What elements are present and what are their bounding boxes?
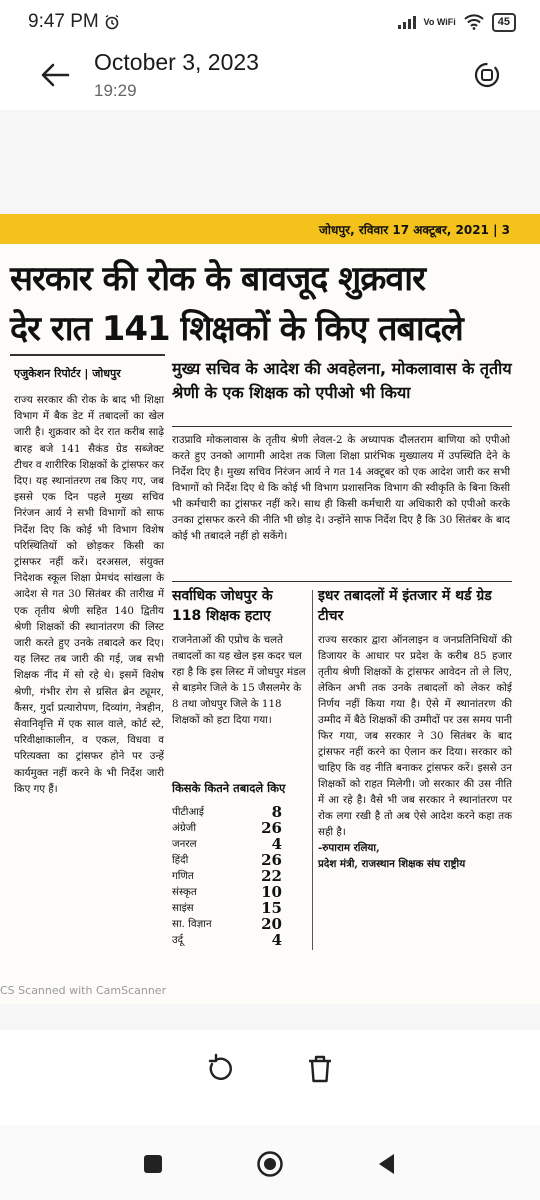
table-row: साइंस 15: [172, 899, 282, 917]
bottom-action-bar: [0, 1030, 540, 1125]
scanner-watermark: CS Scanned with CamScanner: [0, 984, 167, 997]
status-time-group: [28, 11, 120, 33]
col3-text: राजनेताओं की एप्रोच के चलते तबादलों का यह खेल इस कदर चल रहा है कि इस लिस्ट में जोधपुर मंडल से बाड़मेर जिले के 15 जैसलमेर के 8 तथा जोधपुर जिले के 118 शिक्षकों को हटा दिया गया।: [172, 634, 306, 726]
table-row: गणित 22: [172, 867, 282, 885]
status-icons: [398, 13, 517, 32]
table-row: जनरल 4: [172, 835, 282, 853]
col3-heading: सर्वाधिक जोधपुर के 118 शिक्षक हटाए: [172, 588, 273, 624]
table-row: उर्दू 4: [172, 931, 282, 949]
table-row: हिंदी 26: [172, 851, 282, 869]
battery-icon: 45: [492, 13, 516, 32]
headline-line-1: सरकार की रोक के बावजूद शुक्रवार: [10, 259, 426, 299]
app-bar: [0, 44, 540, 110]
newspaper-scan: [0, 214, 540, 1004]
home-circle-icon[interactable]: [255, 1149, 285, 1179]
signature-title: प्रदेश मंत्री, राजस्थान शिक्षक संघ राष्ट्रीय: [318, 858, 466, 870]
table-row: संस्कृत 10: [172, 883, 282, 901]
table-row: अंग्रेजी 26: [172, 819, 282, 837]
lead-paragraph: राउप्रावि मोकलावास के तृतीय श्रेणी लेवल-2 के अध्यापक दौलतराम बाणिया को एपीओ करते हुए उनको आगामी आदेश तक जिला शिक्षा प्रारंभिक मुख्यालय में उपस्थिति देने के निर्देश दिए है। मुख्य सचिव निरंजन आर्य ने गत 14 अक्टूबर को एक आदेश जारी कर सभी विभागों को निर्देश दिए थे कि कोई भी विभाग प्रशासनिक विभाग की स्वीकृति के बिना किसी भी कर्मचारी का ट्रांसफर नहीं करे। साथ ही किसी कर्मचारी या अधिकारी को एपीओ करके उनका ट्रांसफर करने की नीति भी छोड़ दे। उन्होंने साफ निर्देश दिए है कि 30 सितंबर के बाद कोई भी तबादले नहीं हो सकेंगे।: [172, 434, 510, 542]
transfer-table: [172, 804, 282, 948]
back-arrow-icon[interactable]: [38, 58, 72, 92]
vowifi-label: Vo WiFi: [423, 16, 456, 27]
back-triangle-icon[interactable]: [372, 1149, 402, 1179]
recents-square-icon[interactable]: [138, 1149, 168, 1179]
byline: एजुकेशन रिपोर्टर | जोधपुर: [14, 367, 121, 380]
header-band: [0, 214, 540, 244]
table-heading: किसके कितने तबादले किए: [172, 781, 286, 795]
status-time: 9:47 PM: [28, 11, 99, 32]
headline-rule: [10, 354, 165, 356]
alarm-icon: [104, 14, 120, 30]
wifi-icon: [464, 14, 484, 30]
col4-text: [318, 632, 512, 872]
subhead: मुख्य सचिव के आदेश की अवहेलना, मोकलावास के तृतीय श्रेणी के एक शिक्षक को एपीओ भी किया: [172, 359, 512, 402]
subhead-rule: [172, 426, 512, 427]
col4-body: राज्य सरकार द्वारा ऑनलाइन व जनप्रतिनिधियों की डिजायर के आधार पर प्रदेश के करीब 85 हजार तृतीय श्रेणी शिक्षकों के ट्रांसफर आवेदन तो ले लिए, लेकिन अभी तक उनके तबादलों को लेकर कोई निर्णय नहीं किया गया है। ऐसे में स्थानांतरण की उम्मीद में बैठे शिक्षकों की उम्मीदों पर उस समय पानी फिर गया, जब सरकार ने 30 सितंबर के बाद ट्रांसफर नहीं करने का ऐलान कर दिया। सरकार को चाहिए कि वह नीति बनाकर ट्रांसफर करें। इससे उन शिक्षकों को राहत मिलेगी। जो सरकार की उस नीति में आ रहे है। वैसे भी जब सरकार ने स्थानांतरण पर रोक लगा रखी है तो अब ऐसे आदेश करने कहा तक सही है।: [318, 634, 512, 838]
signal-icon: [398, 15, 416, 29]
page-title: October 3, 2023: [94, 49, 259, 75]
page-subtitle: 19:29: [94, 81, 137, 100]
table-row: पीटीआई 8: [172, 803, 282, 821]
headline-line-2: देर रात 141 शिक्षकों के किए तबादले: [10, 309, 463, 349]
status-bar: [0, 0, 540, 44]
column-1-text: राज्य सरकार की रोक के बाद भी शिक्षा विभाग में बैक डेट में तबादलों का खेल जारी है। शुक्रवार को देर रात करीब साढ़े बारह बजे 141 सैकंड ग्रेड सब्जेक्ट टीचर व शारीरिक शिक्षकों के ट्रांसफर कर दिए। यह स्थानांतरण तब किए गए, जब इससे एक दिन पहले मुख्य सचिव निरंजन आर्य ने सभी विभागों को साफ निर्देश दिए कि कोई भी विभाग विशेष परिस्थितियों को छोड़कर किसी का ट्रांसफर नहीं करें। दरअसल, संयुक्त निदेशक स्कूल शिक्षा प्रेमचंद सांखला के आदेश से गत 30 सितंबर की तारीख में एक तृतीय श्रेणी सहित 140 द्वितीय श्रेणी शिक्षकों की स्थानांतरण की लिस्ट जारी करते हुए उनके तबादले कर दिए। यह लिस्ट तब जारी की गई, जब सभी शिक्षक नींद में सो रहे थे। इसमें विशेष श्रेणी, गंभीर रोग से ग्रसित ब्रेन ट्यूमर, कैंसर, गुर्दा प्रत्यारोपण, दिव्यांग, नेत्रहीन, सेवानिवृत्ति में एक साल वाले, कोर्ट स्टे, परिवीक्षाकालीन, व एकल, विधवा व परित्यक्ता का ट्रांसफर होने पर उन्हें कार्यमुक्त नहीं करने के भी निर्देश जारी किए गए हैं।: [14, 394, 164, 795]
table-row: सा. विज्ञान 20: [172, 915, 282, 933]
system-nav-bar: [0, 1125, 540, 1200]
section-rule: [172, 581, 512, 582]
column-divider: [312, 590, 313, 950]
signature-name: -रुपाराम रलिया,: [318, 842, 380, 854]
dateline: जोधपुर, रविवार 17 अक्टूबर, 2021 | 3: [318, 223, 510, 237]
rotate-icon[interactable]: [203, 1052, 237, 1086]
trash-icon[interactable]: [303, 1052, 337, 1086]
hd-toggle-icon[interactable]: [472, 60, 502, 90]
col4-heading: इधर तबादलों में इंतजार में थर्ड ग्रेड टीचर: [318, 588, 492, 624]
image-viewer[interactable]: [0, 110, 540, 1030]
